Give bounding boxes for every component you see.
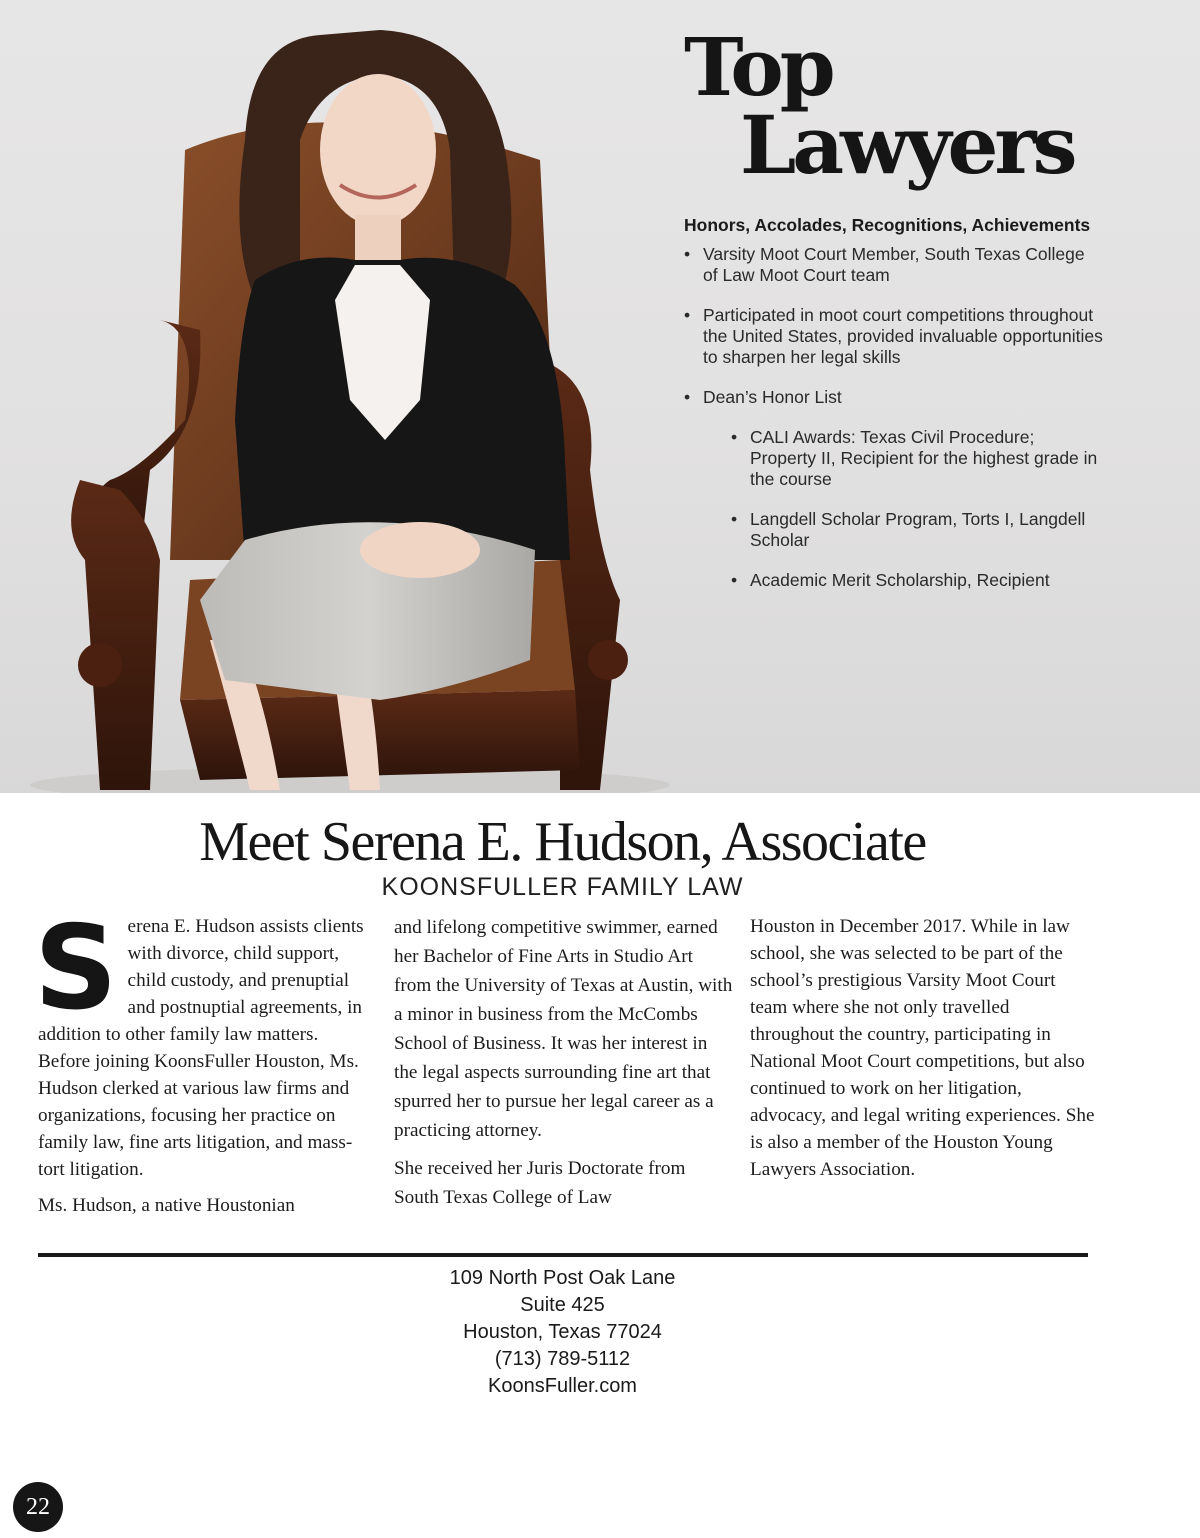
firm-name: KOONSFULLER FAMILY LAW xyxy=(381,873,744,901)
article-column-1 xyxy=(34,901,374,1228)
portrait-photo xyxy=(0,0,680,793)
article-paragraph: She received her Juris Doctorate from South Texas College of Law xyxy=(394,1158,686,1208)
article-paragraph: Ms. Hudson, a native Houstonian xyxy=(38,1195,295,1216)
title-line-top: Top xyxy=(684,20,832,114)
address-suite: Suite 425 xyxy=(520,1294,605,1316)
honors-item: • Varsity Moot Court Member, South Texas College of Law Moot Court team xyxy=(684,244,1104,286)
honors-subitem: • Langdell Scholar Program, Torts I, Langdell Scholar xyxy=(731,509,1104,551)
article-column-3 xyxy=(750,913,1095,1192)
phone-number: (713) 789-5112 xyxy=(494,1348,631,1370)
address-city: Houston, Texas 77024 xyxy=(463,1321,662,1343)
page-number-badge: 22 xyxy=(13,1482,63,1532)
title-line-lawyers: Lawyers xyxy=(740,98,1074,193)
drop-cap: S xyxy=(34,901,118,1036)
website-link[interactable]: KoonsFuller.com xyxy=(488,1375,637,1397)
section-title xyxy=(684,20,1074,193)
address-street: 109 North Post Oak Lane xyxy=(449,1267,676,1289)
honors-item: • Dean’s Honor List xyxy=(684,387,1104,408)
honors-heading: Honors, Accolades, Recognitions, Achievements xyxy=(684,215,1091,235)
article-headline: Meet Serena E. Hudson, Associate xyxy=(199,811,926,873)
article-paragraph: Houston in December 2017. While in law school, she was selected to be part of the school’s prestigious Varsity Moot Court team where she not only travelled throughout the country, participating in National Moot Court competitions, but also continued to work on her litigation, advocacy, and legal writing experiences. She is also a member of the Houston Young Lawyers Association. xyxy=(750,916,1095,1180)
article-column-2 xyxy=(394,913,734,1221)
honors-panel xyxy=(684,215,1104,610)
article-paragraph xyxy=(34,901,374,1183)
honors-list xyxy=(684,244,1104,408)
divider-rule xyxy=(38,1253,1088,1257)
honors-subitem: • Academic Merit Scholarship, Recipient xyxy=(731,570,1104,591)
article-paragraph: and lifelong competitive swimmer, earned her Bachelor of Fine Arts in Studio Art from the University of Texas at Austin, with a minor in business from the McCombs School of Business. It was her interest in the legal aspects surrounding fine art that spurred her to pursue her legal career as a practicing attorney. xyxy=(394,917,733,1141)
honors-sublist xyxy=(731,427,1104,591)
contact-block xyxy=(0,1265,1125,1400)
honors-subitem: • CALI Awards: Texas Civil Procedure; Property II, Recipient for the highest grade in the course xyxy=(731,427,1104,490)
article-text: erena E. Hudson assists clients with divorce, child support, child custody, and prenuptial and postnuptial agreements, in addition to other family law matters. Before joining KoonsFuller Houston, Ms. Hudson clerked at various law firms and organizations, focusing her practice on family law, fine arts litigation, and mass-tort litigation. xyxy=(38,916,364,1180)
honors-item: • Participated in moot court competitions throughout the United States, provided invaluable opportunities to sharpen her legal skills xyxy=(684,305,1104,368)
